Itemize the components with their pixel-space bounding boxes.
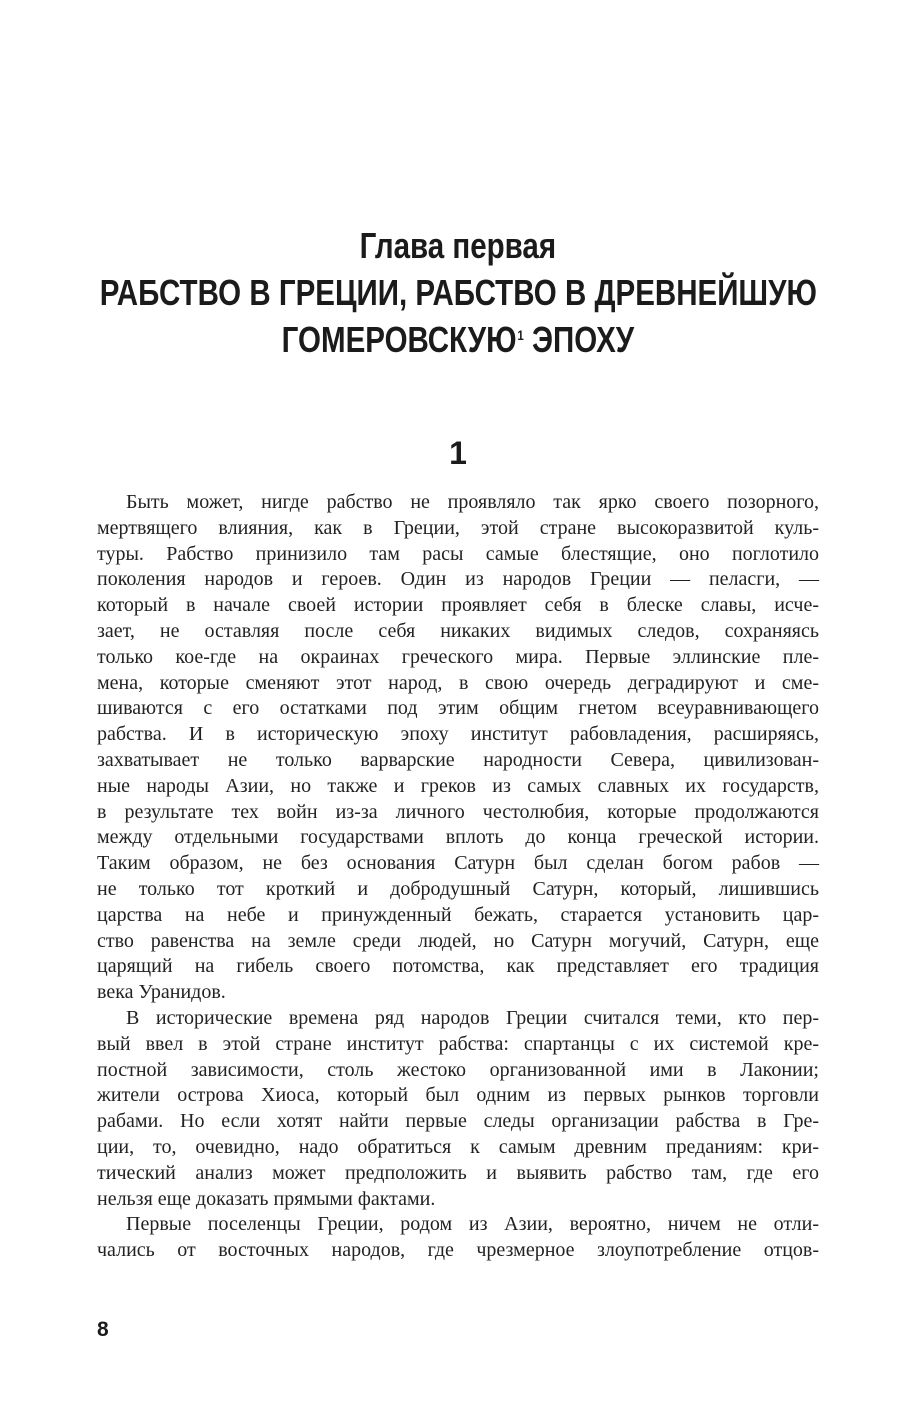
text-line: захватывает не только варварские народности Севера, цивилизован-: [97, 748, 819, 771]
text-line: рабства. И в историческую эпоху институт рабовладения, расширяясь,: [97, 723, 819, 746]
text-line: зает, не оставляя после себя никаких видимых следов, сохраняясь: [97, 619, 819, 642]
chapter-title-line-2: [0, 316, 916, 371]
text-line: мена, которые сменяют этот народ, в свою очередь деградируют и сме-: [97, 671, 819, 694]
page-number: 8: [97, 1317, 109, 1341]
footnote-marker: 1: [517, 327, 524, 343]
text-line: нельзя еще доказать прямыми фактами.: [97, 1187, 436, 1210]
text-line: в результате тех войн из-за личного честолюбия, которые продолжаются: [97, 800, 819, 823]
text-line: туры. Рабство принизило там расы самые блестящие, оно поглотило: [97, 542, 819, 565]
text-line: ции, то, очевидно, надо обратиться к самым древним преданиям: кри-: [97, 1135, 819, 1158]
text-line: тический анализ может предположить и выявить рабство там, где его: [97, 1161, 819, 1184]
page-footer: [97, 1319, 916, 1341]
text-line: поколения народов и героев. Один из народов Греции — пеласги, —: [97, 568, 819, 591]
text-line: мертвящего влияния, как в Греции, этой стране высокоразвитой куль-: [97, 516, 819, 539]
chapter-title-rest: ЭПОХУ: [523, 319, 635, 360]
text-line: Таким образом, не без основания Сатурн был сделан богом рабов —: [97, 852, 819, 875]
text-line: Быть может, нигде рабство не проявляло так ярко своего позорного,: [126, 491, 819, 513]
body-text: [97, 490, 819, 1264]
chapter-title-line-1-text: РАБСТВО В ГРЕЦИИ, РАБСТВО В ДРЕВНЕЙШУЮ: [99, 272, 817, 313]
text-line: жители острова Хиоса, который был одним из первых рынков торговли: [97, 1084, 819, 1107]
text-line: вый ввел в этой стране институт рабства: спартанцы с их системой кре-: [97, 1032, 819, 1055]
chapter-title-line-2-text: [282, 316, 634, 371]
text-line: шиваются с его остатками под этим общим гнетом всеуравнивающего: [97, 697, 819, 720]
section-number: 1: [449, 435, 467, 471]
text-line: между отдельными государствами вплоть до конца греческой истории.: [97, 826, 819, 849]
chapter-heading: [0, 222, 916, 371]
chapter-title-line-1: [0, 269, 916, 316]
text-line: который в начале своей истории проявляет себя в блеске славы, исче-: [97, 594, 819, 617]
chapter-pretitle: [0, 222, 916, 269]
text-line: ные народы Азии, но также и греков из самых славных их государств,: [97, 774, 819, 797]
text-line: рабами. Но если хотят найти первые следы организации рабства в Гре-: [97, 1110, 819, 1133]
chapter-title-word: ГОМЕРОВСКУЮ: [281, 319, 517, 360]
text-line: не только тот кроткий и добродушный Сатурн, который, лишившись: [97, 877, 819, 900]
text-line: только кое-где на окраинах греческого мира. Первые эллинские пле-: [97, 645, 819, 668]
text-line: В исторические времена ряд народов Греции считался теми, кто пер-: [126, 1006, 819, 1029]
text-line: постной зависимости, столь жестоко организованной ими в Лаконии;: [97, 1058, 819, 1081]
text-line: Первые поселенцы Греции, родом из Азии, вероятно, ничем не отли-: [126, 1213, 819, 1236]
text-line: чались от восточных народов, где чрезмерное злоупотребление отцов-: [97, 1239, 819, 1262]
text-line: царства на небе и принужденный бежать, старается установить цар-: [97, 903, 819, 926]
text-line: ство равенства на земле среди людей, но Сатурн могучий, Сатурн, еще: [97, 929, 819, 952]
text-line: века Уранидов.: [97, 981, 226, 1004]
text-line: царящий на гибель своего потомства, как представляет его традиция: [97, 955, 819, 978]
chapter-pretitle-text: Глава первая: [359, 225, 557, 266]
